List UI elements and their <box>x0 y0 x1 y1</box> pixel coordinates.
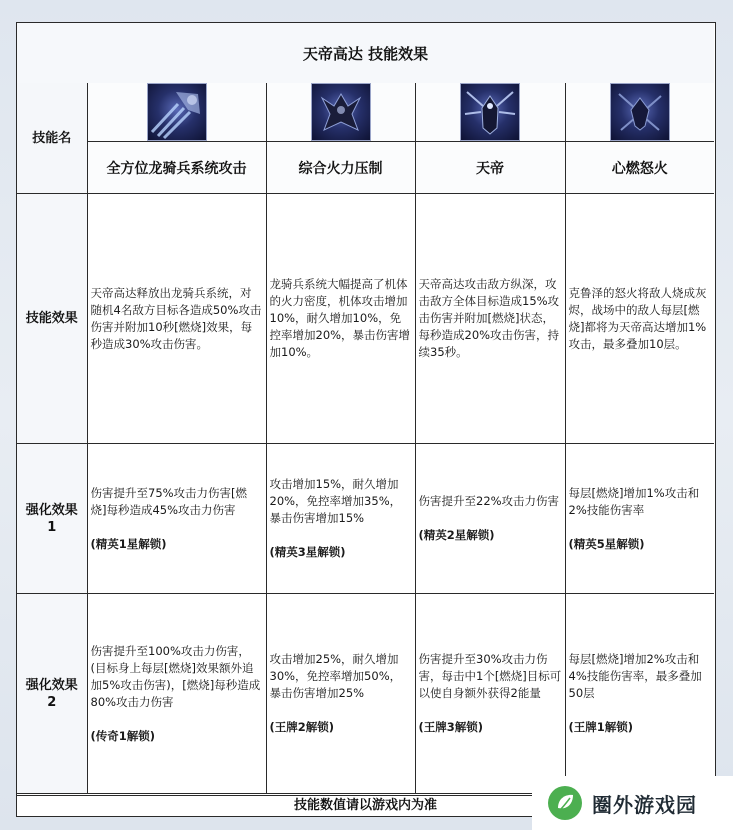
enhance2-text-3: 伤害提升至30%攻击力伤害，每击中1个[燃烧]目标可以使自身额外获得2能量 <box>418 652 562 700</box>
enhance2-unlock-2: (王牌2解锁) <box>269 720 335 734</box>
skill-name-1: 全方位龙骑兵系统攻击 <box>87 142 266 194</box>
enhance1-unlock-4: (精英5星解锁) <box>568 536 645 551</box>
watermark-text: 圈外游戏园 <box>592 792 697 817</box>
enhance1-text-4: 每层[燃烧]增加1%攻击和2%技能伤害率 <box>568 485 700 517</box>
enhance1-unlock-1: (精英1星解锁) <box>90 536 167 551</box>
enhance2-unlock-1: (传奇1解锁) <box>90 728 156 743</box>
row-label-skill-effect: 技能效果 <box>17 194 87 444</box>
skill-effect-3: 天帝高达攻击敌方纵深，攻击敌方全体目标造成15%攻击伤害并附加[燃烧]状态，每秒造成20%攻击伤害，持续35秒。 <box>415 194 565 444</box>
footer-note: 技能数值请以游戏内为准 <box>17 795 714 816</box>
enhance2-unlock-3: (王牌3解锁) <box>418 720 484 734</box>
enhance1-text-3: 伤害提升至22%攻击力伤害 <box>418 494 560 508</box>
skill-effect-4: 克鲁泽的怒火将敌人烧成灰烬，战场中的敌人每层[燃烧]都将为天帝高达增加1%攻击，最多叠加10层。 <box>565 194 714 444</box>
enhance2-row <box>17 594 714 794</box>
enhance2-text-4: 每层[燃烧]增加2%攻击和4%技能伤害率，最多叠加50层 <box>568 652 702 700</box>
leaf-logo-icon <box>546 784 584 822</box>
providence-mech-icon <box>460 83 520 141</box>
skill-effect-row <box>17 194 714 444</box>
enhance1-text-2: 攻击增加15%，耐久增加20%，免控率增加35%，暴击伤害增加15% <box>269 477 402 525</box>
enhance1-unlock-2: (精英3星解锁) <box>269 545 346 559</box>
rage-mech-icon <box>610 83 670 141</box>
row-label-skill-name: 技能名 <box>17 83 87 194</box>
enhance2-text-1: 伤害提升至100%攻击力伤害，(目标身上每层[燃烧]效果额外追加5%攻击伤害)，[燃烧]每秒造成80%攻击力伤害 <box>90 643 261 709</box>
enhance2-unlock-4: (王牌1解锁) <box>568 720 634 734</box>
skill-sheet <box>16 22 716 817</box>
skill-effect-2: 龙骑兵系统大幅提高了机体的火力密度，机体攻击增加10%，耐久增加10%，免控率增加20%，暴击伤害增加10%。 <box>266 194 415 444</box>
skill-name-4: 心燃怒火 <box>565 142 714 194</box>
skill-table <box>17 83 714 794</box>
skill-name-row <box>17 142 714 194</box>
enhance2-text-2: 攻击增加25%，耐久增加30%，免控率增加50%，暴击伤害增加25% <box>269 652 402 700</box>
dragoon-beam-icon <box>147 83 207 141</box>
icon-row <box>17 83 714 142</box>
row-label-enhance2: 强化效果 2 <box>17 594 87 794</box>
page-title: 天帝高达 技能效果 <box>17 23 714 84</box>
dragoon-mech-icon <box>311 83 371 141</box>
enhance1-unlock-3: (精英2星解锁) <box>418 528 495 542</box>
skill-effect-1: 天帝高达释放出龙骑兵系统，对随机4名敌方目标各造成50%攻击伤害并附加10秒[燃烧]效果，每秒造成30%攻击伤害。 <box>87 194 266 444</box>
enhance1-text-1: 伤害提升至75%攻击力伤害[燃烧]每秒造成45%攻击力伤害 <box>90 485 248 517</box>
skill-name-3: 天帝 <box>415 142 565 194</box>
enhance1-row <box>17 444 714 594</box>
skill-name-2: 综合火力压制 <box>266 142 415 194</box>
row-label-enhance1: 强化效果 1 <box>17 444 87 594</box>
watermark <box>532 776 733 830</box>
